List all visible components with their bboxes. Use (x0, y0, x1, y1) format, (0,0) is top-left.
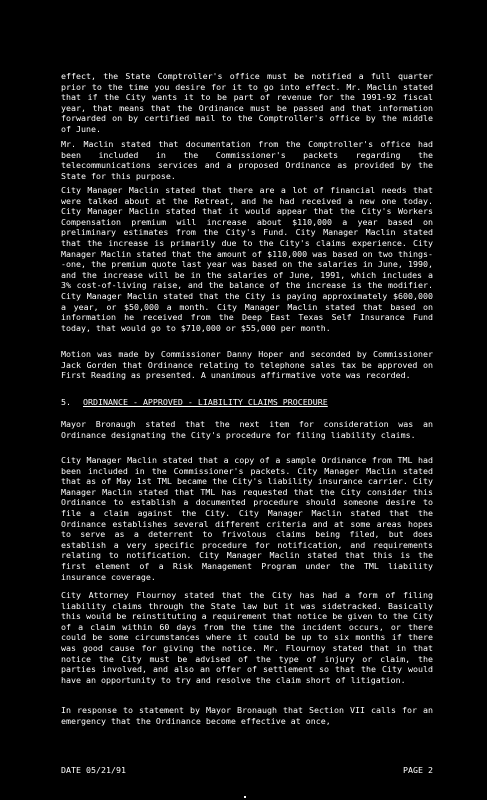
footer-date: DATE 05/21/91 (61, 765, 126, 775)
paragraph-5: Mayor Bronaugh stated that the next item for consideration was an Ordinance designating the City's procedure for filing liability claims. (61, 419, 433, 440)
paragraph-8: In response to statement by Mayor Bronaugh that Section VII calls for an emergency that the Ordinance become effective at once, (61, 705, 433, 726)
paragraph-1: effect, the State Comptroller's office must be notified a full quarter prior to the time you desire for it to go into effect. Mr. Maclin stated that if the City wants it to be part of revenue for the 1991-92 fiscal year, that means that the Ordinance must be passed and that information forwarded on by certified mail to the Comptroller's office by the middle of June. (61, 71, 433, 134)
footer-page-number: PAGE 2 (403, 765, 433, 775)
paragraph-4: Motion was made by Commissioner Danny Hoper and seconded by Commissioner Jack Gorden that Ordinance relating to telephone sales tax be approved on First Reading as presented. A unanimous affirmative vote was recorded. (61, 349, 433, 381)
section-heading (61, 397, 433, 408)
scan-speck (244, 796, 246, 798)
paragraph-3: City Manager Maclin stated that there are a lot of financial needs that were talked about at the Retreat, and he had received a new one today. City Manager Maclin stated that it would appear that the City's Workers Compensation premium will increase about $110,000 a year based on preliminary estimates from the City's Fund. City Manager Maclin stated that the increase is primarily due to the City's claims experience. City Manager Maclin stated that the amount of $110,000 was based on two things--one, the premium quote last year was based on the salaries in June, 1990, and the increase will be in the salaries of June, 1991, which includes a 3% cost-of-living raise, and the balance of the increase is the modifier. City Manager Maclin stated that the City is paying approximately $600,000 a year, or $50,000 a month. City Manager Maclin stated that based on information he received from the Deep East Texas Self Insurance Fund today, that would go to $710,000 or $55,000 per month. (61, 185, 433, 333)
paragraph-6: City Manager Maclin stated that a copy of a sample Ordinance from TML had been included in the Commissioner's packets. City Manager Maclin stated that as of May 1st TML became the City's liability insurance carrier. City Manager Maclin stated that TML has requested that the City consider this Ordinance to establish a documented procedure should someone desire to file a claim against the City. City Manager Maclin stated that the Ordinance establishes several different criteria and at some areas hopes to serve as a deterrent to frivolous claims being filed, but does establish a very specific procedure for notification, and requirements relating to notification. City Manager Maclin stated that this is the first element of a Risk Management Program under the TML liability insurance coverage. (61, 455, 433, 582)
paragraph-2: Mr. Maclin stated that documentation from the Comptroller's office had been included in the Commissioner's packets regarding the telecommunications services and a proposed Ordinance as provided by the State for this purpose. (61, 139, 433, 181)
paragraph-7: City Attorney Flournoy stated that the City has had a form of filing liability claims through the State law but it was sidetracked. Basically this would be reinstituting a requirement that notice be given to the City of a claim within 60 days from the time the incident occurs, or there could be some circumstances where it could be up to six months if there was good cause for giving the notice. Mr. Flournoy stated that in that notice the City must be advised of the type of injury or claim, the parties involved, and also an offer of settlement so that the City would have an opportunity to try and resolve the claim short of litigation. (61, 590, 433, 685)
section-title: ORDINANCE - APPROVED - LIABILITY CLAIMS PROCEDURE (83, 397, 328, 407)
section-number: 5. (61, 397, 71, 407)
